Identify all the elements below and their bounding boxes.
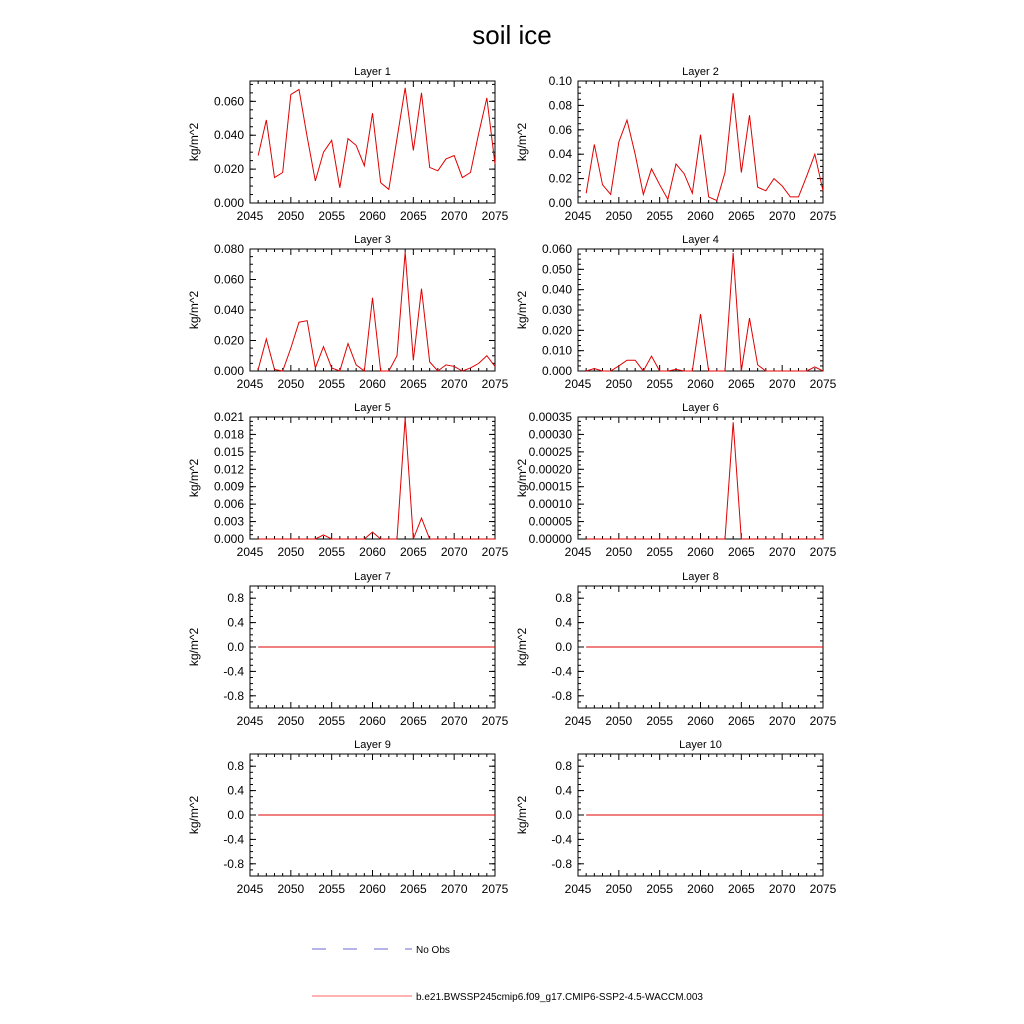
y-tick-label-0-4: -0.4: [551, 832, 572, 847]
x-tick-label-2070: 2070: [768, 209, 796, 223]
y-tick-label-0-020: 0.020: [213, 162, 244, 177]
x-tick-label-2070: 2070: [768, 377, 796, 391]
y-axis-label: kg/m^2: [515, 627, 529, 667]
x-tick-label-2045: 2045: [236, 545, 264, 559]
y-tick-label-0-009: 0.009: [213, 479, 244, 494]
y-axis-label: kg/m^2: [515, 290, 529, 330]
x-tick-label-2065: 2065: [727, 209, 755, 223]
y-axis-label: kg/m^2: [515, 122, 529, 162]
y-tick-label-0-060: 0.060: [213, 272, 244, 287]
x-tick-label-2045: 2045: [564, 714, 592, 728]
x-tick-label-2050: 2050: [277, 714, 305, 728]
y-tick-label-0-080: 0.080: [213, 242, 244, 256]
x-tick-label-2065: 2065: [399, 714, 427, 728]
y-axis-label: kg/m^2: [515, 795, 529, 835]
x-tick-label-2055: 2055: [646, 377, 674, 391]
x-tick-label-2075: 2075: [481, 882, 509, 896]
x-tick-label-2045: 2045: [564, 882, 592, 896]
x-tick-label-2065: 2065: [727, 545, 755, 559]
x-tick-label-2070: 2070: [440, 377, 468, 391]
y-tick-label-0-040: 0.040: [213, 303, 244, 317]
x-tick-label-2045: 2045: [236, 377, 264, 391]
x-tick-label-2070: 2070: [768, 545, 796, 559]
x-tick-label-2050: 2050: [605, 882, 633, 896]
x-tick-label-2075: 2075: [481, 209, 509, 223]
x-tick-label-2075: 2075: [481, 377, 509, 391]
y-tick-label-0-003: 0.003: [213, 514, 244, 529]
y-tick-label-0-030: 0.030: [541, 303, 572, 317]
x-tick-label-2065: 2065: [727, 714, 755, 728]
y-tick-label-0-060: 0.060: [541, 242, 572, 256]
x-tick-label-2055: 2055: [318, 377, 346, 391]
y-tick-label-0-4: 0.4: [227, 783, 244, 798]
panel-title-layer-5: Layer 5: [354, 402, 391, 414]
y-axis-label: kg/m^2: [187, 290, 201, 330]
x-tick-label-2055: 2055: [318, 545, 346, 559]
legend-label-no-obs: No Obs: [416, 945, 450, 956]
x-tick-label-2070: 2070: [440, 882, 468, 896]
figure-title: soil ice: [472, 20, 552, 50]
y-tick-label-0-4: -0.4: [551, 664, 572, 679]
y-tick-label-0-060: 0.060: [213, 94, 244, 109]
x-tick-label-2070: 2070: [440, 714, 468, 728]
y-tick-label-0-00010: 0.00010: [528, 497, 572, 512]
x-tick-label-2060: 2060: [687, 545, 714, 559]
y-tick-label-0-000: 0.000: [213, 364, 244, 378]
panel-title-layer-6: Layer 6: [682, 402, 719, 414]
x-tick-label-2055: 2055: [646, 545, 674, 559]
x-tick-label-2055: 2055: [646, 714, 674, 728]
panel-title-layer-2: Layer 2: [682, 66, 719, 78]
y-axis-label: kg/m^2: [187, 458, 201, 498]
x-tick-label-2055: 2055: [646, 882, 674, 896]
y-tick-label-0-0: 0.0: [227, 808, 244, 822]
x-tick-label-2065: 2065: [399, 882, 427, 896]
x-tick-label-2045: 2045: [564, 377, 592, 391]
x-tick-label-2070: 2070: [440, 545, 468, 559]
x-tick-label-2065: 2065: [727, 882, 755, 896]
x-tick-label-2075: 2075: [809, 882, 837, 896]
y-tick-label-0-00020: 0.00020: [528, 462, 572, 477]
x-tick-label-2050: 2050: [605, 545, 633, 559]
y-tick-label-0-000: 0.000: [541, 364, 572, 378]
y-tick-label-0-015: 0.015: [213, 444, 244, 459]
x-tick-label-2075: 2075: [809, 714, 837, 728]
x-tick-label-2075: 2075: [481, 545, 509, 559]
y-axis-label: kg/m^2: [515, 458, 529, 498]
y-tick-label-0-4: 0.4: [555, 615, 572, 630]
x-tick-label-2075: 2075: [809, 545, 837, 559]
y-tick-label-0-04: 0.04: [548, 147, 572, 162]
y-tick-label-0-4: -0.4: [223, 664, 244, 679]
x-tick-label-2060: 2060: [687, 714, 714, 728]
x-tick-label-2050: 2050: [277, 209, 305, 223]
panel-title-layer-1: Layer 1: [354, 66, 391, 78]
x-tick-label-2060: 2060: [687, 377, 714, 391]
x-tick-label-2055: 2055: [318, 882, 346, 896]
x-tick-label-2055: 2055: [646, 209, 674, 223]
panel-title-layer-4: Layer 4: [682, 234, 719, 246]
y-axis-label: kg/m^2: [187, 795, 201, 835]
y-tick-label-0-00025: 0.00025: [528, 444, 572, 459]
y-tick-label-0-010: 0.010: [541, 343, 572, 358]
y-tick-label-0-8: -0.8: [551, 856, 572, 871]
y-tick-label-0-021: 0.021: [213, 410, 244, 424]
x-tick-label-2050: 2050: [277, 545, 305, 559]
x-tick-label-2050: 2050: [277, 377, 305, 391]
x-tick-label-2060: 2060: [359, 377, 386, 391]
y-tick-label-0-8: -0.8: [223, 688, 244, 703]
x-tick-label-2075: 2075: [481, 714, 509, 728]
y-tick-label-0-4: 0.4: [227, 615, 244, 630]
y-tick-label-0-050: 0.050: [541, 262, 572, 277]
y-tick-label-0-006: 0.006: [213, 497, 244, 512]
y-tick-label-0-4: 0.4: [555, 783, 572, 798]
y-tick-label-0-0: 0.0: [555, 808, 572, 822]
y-tick-label-0-0: 0.0: [227, 640, 244, 654]
panel-title-layer-9: Layer 9: [354, 739, 391, 751]
y-tick-label-0-020: 0.020: [213, 333, 244, 348]
x-tick-label-2065: 2065: [399, 377, 427, 391]
legend-label-model-run: b.e21.BWSSP245cmip6.f09_g17.CMIP6-SSP2-4.5-WACCM.003: [416, 992, 703, 1003]
y-tick-label-0-018: 0.018: [213, 427, 244, 442]
y-tick-label-0-4: -0.4: [223, 832, 244, 847]
y-tick-label-0-8: 0.8: [227, 591, 244, 606]
x-tick-label-2055: 2055: [318, 714, 346, 728]
y-tick-label-0-00035: 0.00035: [528, 410, 572, 424]
x-tick-label-2070: 2070: [440, 209, 468, 223]
x-tick-label-2060: 2060: [359, 882, 386, 896]
y-tick-label-0-000: 0.000: [213, 196, 244, 210]
y-tick-label-0-012: 0.012: [213, 462, 244, 477]
x-tick-label-2050: 2050: [605, 377, 633, 391]
y-tick-label-0-8: -0.8: [551, 688, 572, 703]
panel-title-layer-3: Layer 3: [354, 234, 391, 246]
y-tick-label-0-0: 0.0: [555, 640, 572, 654]
x-tick-label-2045: 2045: [236, 714, 264, 728]
x-tick-label-2050: 2050: [605, 209, 633, 223]
x-tick-label-2070: 2070: [768, 882, 796, 896]
y-tick-label-0-020: 0.020: [541, 323, 572, 338]
y-axis-label: kg/m^2: [187, 627, 201, 667]
x-tick-label-2045: 2045: [564, 545, 592, 559]
x-tick-label-2060: 2060: [359, 714, 386, 728]
x-tick-label-2065: 2065: [399, 545, 427, 559]
y-tick-label-0-08: 0.08: [548, 98, 572, 113]
y-tick-label-0-00015: 0.00015: [528, 479, 572, 494]
y-tick-label-0-000: 0.000: [213, 532, 244, 546]
x-tick-label-2060: 2060: [359, 209, 386, 223]
y-tick-label-0-00000: 0.00000: [528, 532, 572, 546]
y-tick-label-0-8: 0.8: [227, 759, 244, 774]
x-tick-label-2055: 2055: [318, 209, 346, 223]
x-tick-label-2070: 2070: [768, 714, 796, 728]
x-tick-label-2060: 2060: [687, 209, 714, 223]
x-tick-label-2045: 2045: [236, 209, 264, 223]
y-tick-label-0-8: 0.8: [555, 759, 572, 774]
y-tick-label-0-040: 0.040: [213, 128, 244, 143]
panel-title-layer-7: Layer 7: [354, 571, 391, 583]
x-tick-label-2060: 2060: [687, 882, 714, 896]
x-tick-label-2065: 2065: [399, 209, 427, 223]
x-tick-label-2075: 2075: [809, 209, 837, 223]
panel-title-layer-8: Layer 8: [682, 571, 719, 583]
y-axis-label: kg/m^2: [187, 122, 201, 162]
y-tick-label-0-10: 0.10: [548, 74, 572, 88]
x-tick-label-2075: 2075: [809, 377, 837, 391]
x-tick-label-2045: 2045: [564, 209, 592, 223]
y-tick-label-0-8: -0.8: [223, 856, 244, 871]
y-tick-label-0-00: 0.00: [548, 196, 572, 210]
x-tick-label-2050: 2050: [277, 882, 305, 896]
y-tick-label-0-02: 0.02: [548, 171, 572, 186]
x-tick-label-2050: 2050: [605, 714, 633, 728]
x-tick-label-2065: 2065: [727, 377, 755, 391]
y-tick-label-0-00005: 0.00005: [528, 514, 572, 529]
y-tick-label-0-00030: 0.00030: [528, 427, 572, 442]
x-tick-label-2045: 2045: [236, 882, 264, 896]
x-tick-label-2060: 2060: [359, 545, 386, 559]
y-tick-label-0-8: 0.8: [555, 591, 572, 606]
panel-title-layer-10: Layer 10: [679, 739, 722, 751]
y-tick-label-0-040: 0.040: [541, 282, 572, 297]
y-tick-label-0-06: 0.06: [548, 122, 572, 137]
